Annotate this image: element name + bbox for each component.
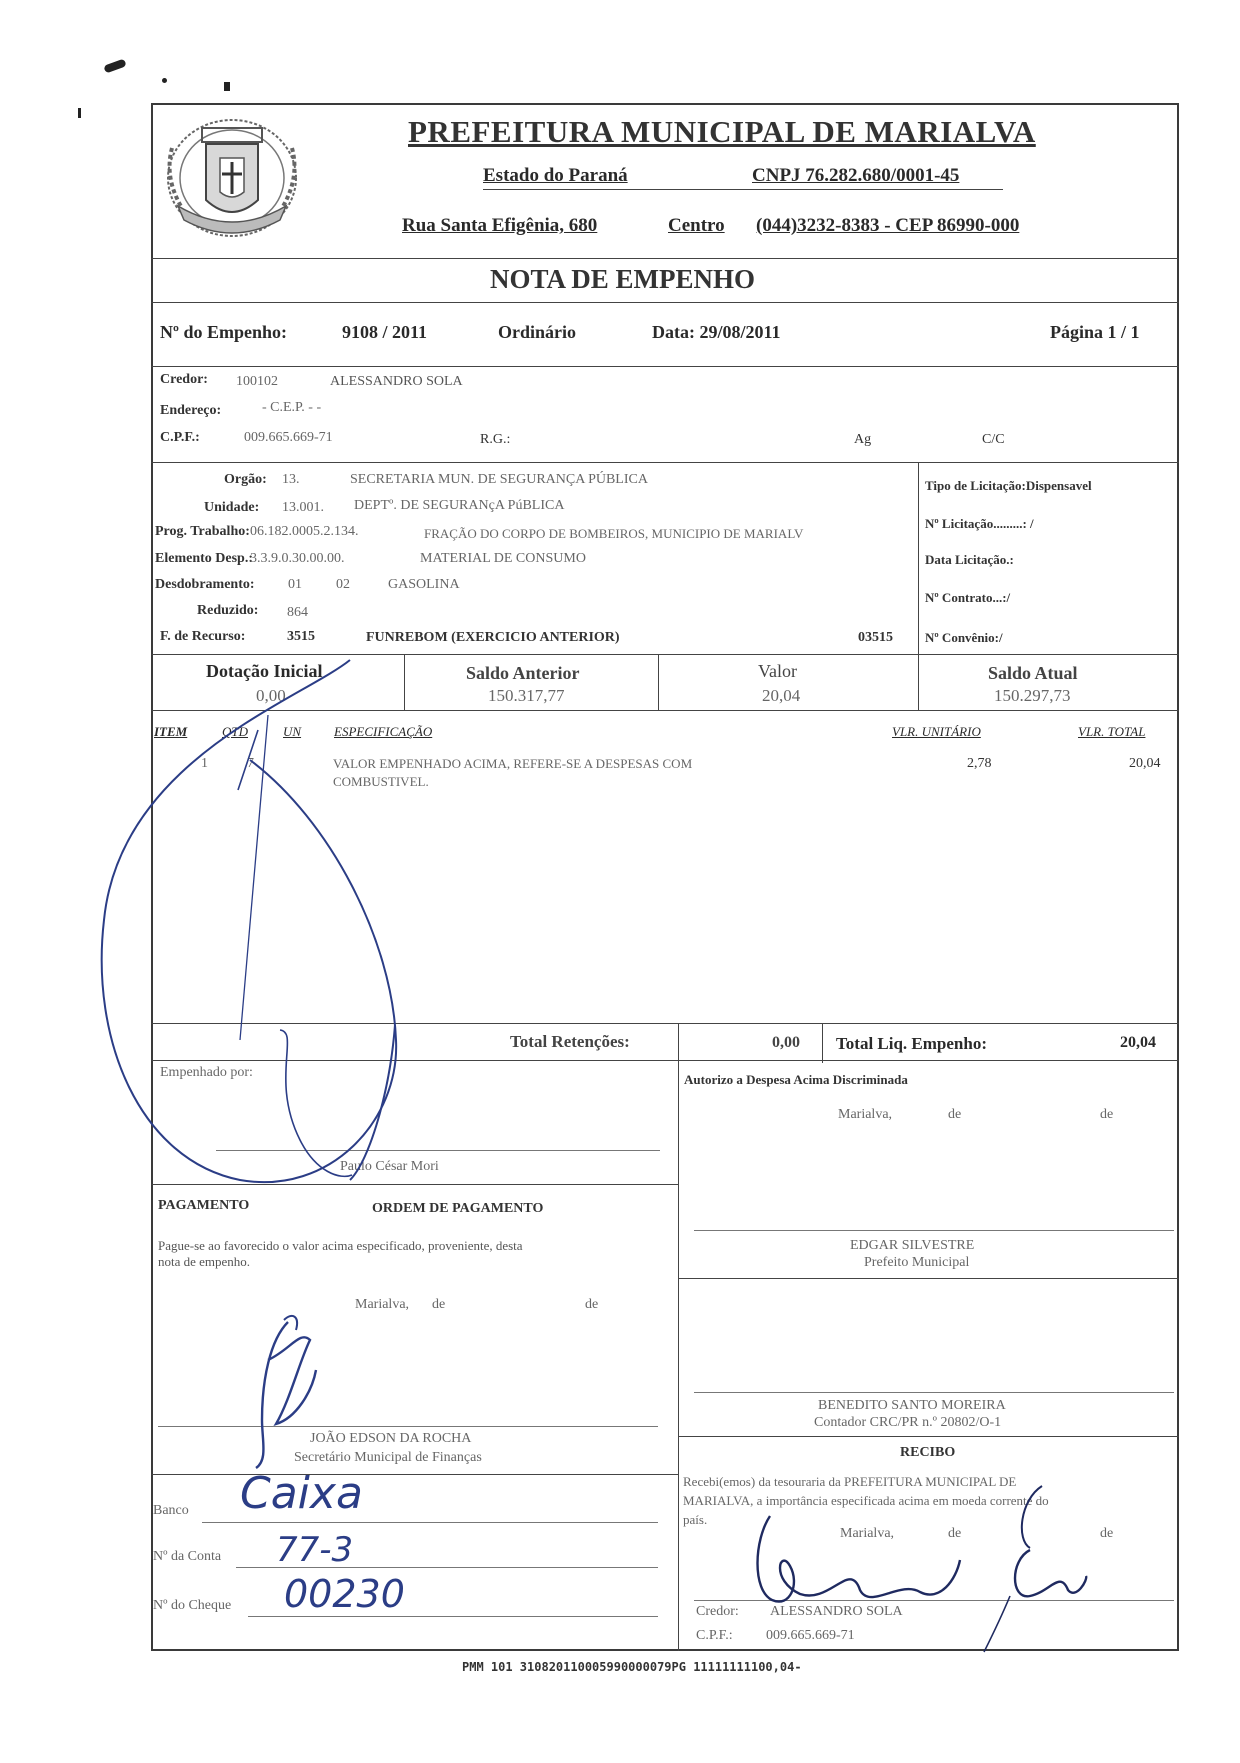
- licitacao-convenio: Nº Convênio:/: [925, 630, 1003, 645]
- conta-value: 77-3: [276, 1530, 354, 1570]
- cpf-value: 009.665.669-71: [244, 430, 333, 445]
- header-district: Centro: [668, 215, 725, 236]
- recibo-de-a: de: [948, 1526, 962, 1541]
- valor-value: 20,04: [762, 686, 801, 705]
- recibo-texto-3: país.: [683, 1512, 708, 1527]
- endereco-value: - C.E.P. - -: [262, 400, 322, 415]
- cc-label: C/C: [982, 432, 1005, 447]
- item-vlr-total: 20,04: [1129, 756, 1161, 771]
- contador-cargo: Contador CRC/PR n.º 20802/O-1: [814, 1415, 1002, 1430]
- item-qtd: 7: [247, 756, 254, 771]
- header-phone-cep: (044)3232-8383 - CEP 86990-000: [756, 215, 1020, 236]
- empenho-tipo: Ordinário: [498, 322, 577, 342]
- elemento-cod: 3.3.9.0.30.00.00.: [250, 551, 345, 566]
- rubrica-stroke: [350, 1025, 395, 1180]
- item-spec-line2: COMBUSTIVEL.: [333, 774, 429, 789]
- saldo-anterior-value: 150.317,77: [488, 686, 565, 705]
- items-header-item: ITEM: [154, 724, 188, 739]
- credor-nome: ALESSANDRO SOLA: [330, 374, 463, 389]
- items-header-especificacao: ESPECIFICAÇÃO: [334, 724, 433, 739]
- unidade-cod: 13.001.: [282, 500, 324, 515]
- rg-label: R.G.:: [480, 432, 511, 447]
- recurso-cod: 3515: [287, 629, 315, 644]
- total-liq-label: Total Liq. Empenho:: [836, 1034, 987, 1053]
- prog-nome: FRAÇÃO DO CORPO DE BOMBEIROS, MUNICIPIO DE MARIALV: [424, 526, 804, 541]
- doc-title: NOTA DE EMPENHO: [490, 264, 756, 294]
- prog-cod: 06.182.0005.2.134.: [250, 524, 359, 539]
- recibo-cpf-label: C.P.F.:: [696, 1628, 733, 1643]
- endereco-label: Endereço:: [160, 403, 222, 418]
- empenhado-por-label: Empenhado por:: [160, 1065, 253, 1080]
- items-header-vlr-total: VLR. TOTAL: [1078, 724, 1146, 739]
- autorizo-text: Autorizo a Despesa Acima Discriminada: [684, 1072, 908, 1087]
- desdobramento-b: 02: [336, 577, 350, 592]
- credor-codigo: 100102: [236, 374, 278, 389]
- desdobramento-label: Desdobramento:: [155, 577, 255, 592]
- autorizo-de-b: de: [1100, 1107, 1114, 1122]
- pagamento-label: PAGAMENTO: [158, 1198, 250, 1213]
- rubrica-loop-mark: [102, 660, 396, 1182]
- rubrica-stroke: [238, 730, 258, 790]
- header-title: PREFEITURA MUNICIPAL DE MARIALVA: [408, 114, 1036, 149]
- conta-label: Nº da Conta: [153, 1549, 222, 1564]
- autorizo-local: Marialva,: [838, 1107, 893, 1122]
- licitacao-data: Data Licitação.:: [925, 552, 1014, 567]
- cpf-label: C.P.F.:: [160, 430, 200, 445]
- saldo-atual-label: Saldo Atual: [988, 663, 1078, 683]
- unidade-nome: DEPTº. DE SEGURANçA PúBLICA: [354, 498, 565, 513]
- prefeito-nome: EDGAR SILVESTRE: [850, 1238, 975, 1253]
- ag-label: Ag: [854, 432, 872, 447]
- banco-label: Banco: [153, 1503, 189, 1518]
- header-state: Estado do Paraná: [483, 165, 628, 186]
- valor-label: Valor: [758, 661, 797, 681]
- reduzido-label: Reduzido:: [197, 603, 259, 618]
- credor-signature-mark: [1015, 1550, 1086, 1596]
- elemento-nome: MATERIAL DE CONSUMO: [420, 551, 586, 566]
- pagamento-de-a: de: [432, 1297, 446, 1312]
- elemento-label: Elemento Desp.:: [155, 551, 253, 566]
- autorizo-de-a: de: [948, 1107, 962, 1122]
- items-header-un: UN: [283, 724, 302, 739]
- secretario-cargo: Secretário Municipal de Finanças: [294, 1450, 482, 1465]
- recibo-texto-2: MARIALVA, a importância especificada acima em moeda corrente do: [683, 1493, 1049, 1508]
- empenho-number: 9108 / 2011: [342, 322, 428, 342]
- licitacao-tipo: Tipo de Licitação:Dispensavel: [925, 478, 1092, 493]
- cheque-label: Nº do Cheque: [153, 1598, 232, 1613]
- orgao-cod: 13.: [282, 472, 300, 487]
- total-retencoes-value: 0,00: [772, 1034, 800, 1051]
- desdobramento-a: 01: [288, 577, 302, 592]
- credor-signature-mark: [984, 1596, 1010, 1652]
- banco-value: Caixa: [240, 1468, 363, 1519]
- orgao-label: Orgão:: [224, 472, 267, 487]
- unidade-label: Unidade:: [204, 500, 260, 515]
- ordem-pagamento-label: ORDEM DE PAGAMENTO: [372, 1201, 544, 1216]
- total-retencoes-label: Total Retenções:: [510, 1032, 630, 1051]
- pagamento-local: Marialva,: [355, 1297, 410, 1312]
- recibo-local: Marialva,: [840, 1526, 895, 1541]
- header-street: Rua Santa Efigênia, 680: [402, 215, 598, 236]
- contador-nome: BENEDITO SANTO MOREIRA: [818, 1398, 1006, 1413]
- pagamento-de-b: de: [585, 1297, 599, 1312]
- credor-signature-mark: [758, 1516, 961, 1602]
- saldo-anterior-label: Saldo Anterior: [466, 663, 580, 683]
- recibo-texto-1: Recebi(emos) da tesouraria da PREFEITURA MUNICIPAL DE: [683, 1474, 1017, 1489]
- saldo-atual-value: 150.297,73: [994, 686, 1071, 705]
- recurso-num: 03515: [858, 630, 893, 645]
- header-cnpj: CNPJ 76.282.680/0001-45: [752, 165, 960, 186]
- total-liq-value: 20,04: [1120, 1034, 1156, 1051]
- item-number: 1: [201, 756, 208, 771]
- recibo-credor-value: ALESSANDRO SOLA: [770, 1604, 903, 1619]
- item-vlr-unitario: 2,78: [967, 756, 992, 771]
- recibo-title: RECIBO: [900, 1445, 956, 1460]
- pagamento-texto-2: nota de empenho.: [158, 1254, 251, 1269]
- secretario-signature-mark: [256, 1322, 316, 1468]
- empenho-pagina: Página 1 / 1: [1050, 322, 1140, 342]
- empenho-data: Data: 29/08/2011: [652, 322, 781, 342]
- dotacao-label: Dotação Inicial: [206, 661, 323, 681]
- dotacao-value: 0,00: [256, 686, 286, 705]
- credor-label: Credor:: [160, 372, 208, 387]
- licitacao-numero: Nº Licitação.........: /: [925, 516, 1034, 531]
- rubrica-stroke: [280, 1030, 352, 1176]
- pagamento-texto-1: Pague-se ao favorecido o valor acima especificado, proveniente, desta: [158, 1238, 523, 1253]
- recurso-nome: FUNREBOM (EXERCICIO ANTERIOR): [366, 630, 620, 645]
- recibo-credor-label: Credor:: [696, 1604, 739, 1619]
- item-spec-line1: VALOR EMPENHADO ACIMA, REFERE-SE A DESPESAS COM: [333, 756, 693, 771]
- desdobramento-nome: GASOLINA: [388, 577, 460, 592]
- licitacao-contrato: Nº Contrato...:/: [925, 590, 1011, 605]
- recibo-de-b: de: [1100, 1526, 1114, 1541]
- empenhado-por-nome: Paulo César Mori: [340, 1159, 439, 1174]
- items-header-qtd: QTD: [222, 724, 249, 739]
- empenho-number-label: Nº do Empenho:: [160, 322, 287, 342]
- items-header-vlr-unitario: VLR. UNITÁRIO: [892, 724, 981, 739]
- orgao-nome: SECRETARIA MUN. DE SEGURANÇA PÚBLICA: [350, 472, 648, 487]
- reduzido-value: 864: [287, 605, 308, 620]
- prog-label: Prog. Trabalho:: [155, 524, 250, 539]
- cheque-value: 00230: [284, 1572, 405, 1616]
- secretario-nome: JOÃO EDSON DA ROCHA: [310, 1431, 472, 1446]
- recurso-label: F. de Recurso:: [160, 629, 246, 644]
- prefeito-cargo: Prefeito Municipal: [864, 1255, 970, 1270]
- recibo-cpf-value: 009.665.669-71: [766, 1628, 855, 1643]
- footer-code: PMM 101 310820110005990000079PG 11111111100,04-: [462, 1660, 802, 1674]
- credor-signature-mark: [1022, 1486, 1042, 1548]
